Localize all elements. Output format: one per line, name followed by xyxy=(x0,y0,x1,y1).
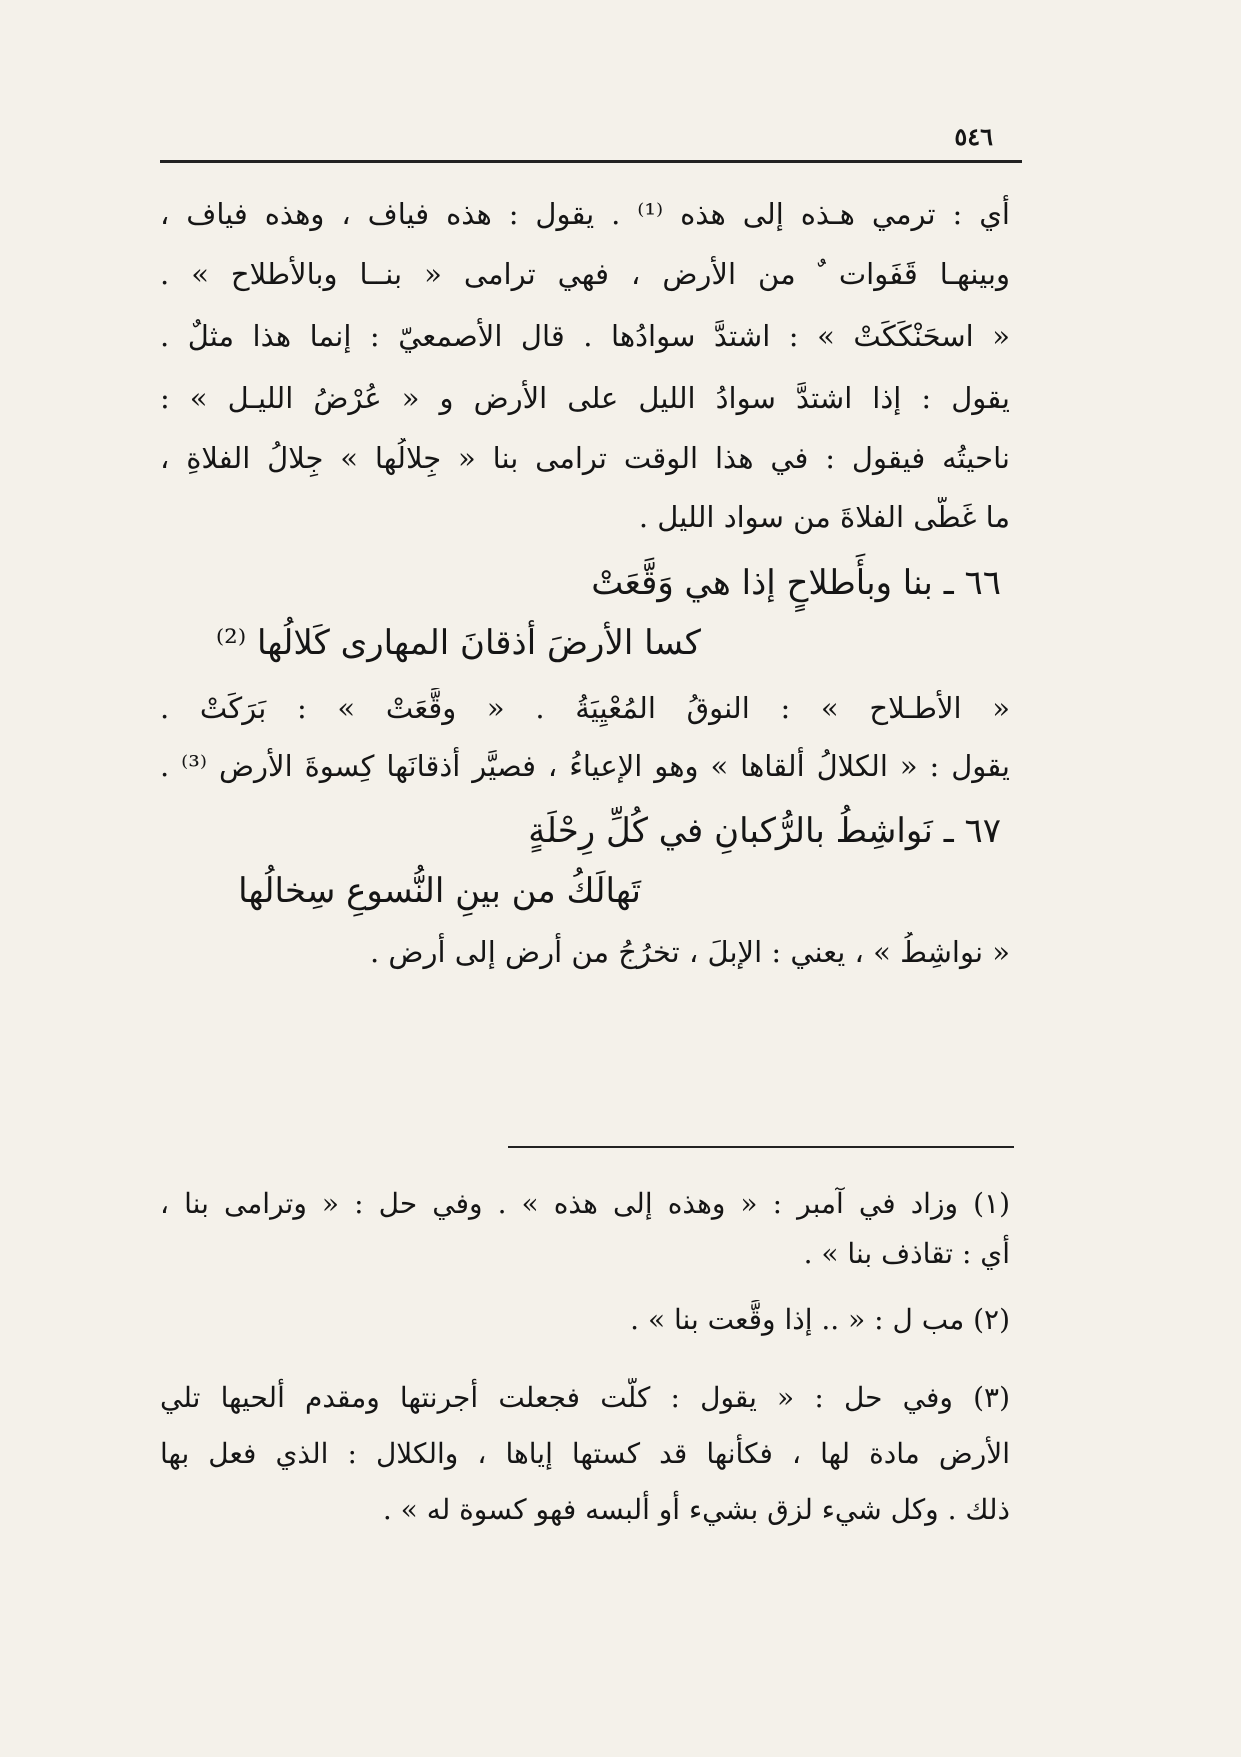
commentary-line: أي : ترمي هـذه إلى هذه ⁽¹⁾ . يقول : هذه فياف ، وهذه فياف ، xyxy=(160,197,1010,231)
verse-66-first-hemistich: ٦٦ ـ بنا وبأَطلاحٍ إذا هي وَقَّعَتْ xyxy=(591,563,1001,603)
footnote-line: (٢) مب ل : « .. إذا وقَّعت بنا » . xyxy=(630,1303,1010,1336)
commentary-line: « اسحَنْكَكَتْ » : اشتدَّ سوادُها . قال الأصمعيّ : إنما هذا مثلٌ . xyxy=(160,319,1010,353)
commentary-line: « نواشِطُ » ، يعني : الإبلَ ، تخرُجُ من أرضٍ إلى أرض . xyxy=(369,935,1010,969)
verse-66-second-hemistich: كسا الأرضَ أذقانَ المهارى كَلالُها ⁽²⁾ xyxy=(215,623,701,663)
verse-67-second-hemistich: تَهالَكُ من بينِ النُّسوعِ سِخالُها xyxy=(238,871,641,911)
footnote-line: (١) وزاد في آمبر : « وهذه إلى هذه » . وفي حل : « وترامى بنا ، xyxy=(160,1187,1010,1220)
commentary-line: ما غَطّى الفلاةَ من سواد الليل . xyxy=(638,500,1010,534)
footnote-line: أي : تقاذف بنا » . xyxy=(803,1237,1010,1270)
verse-67-first-hemistich: ٦٧ ـ نَواشِطُ بالرُّكبانِ في كُلِّ رِحْلَةٍ xyxy=(528,811,1001,851)
commentary-line: وبينهـا قَفَوات ٌ من الأرض ، فهي ترامى « بنــا وبالأطلاح » . xyxy=(160,257,1010,291)
header-rule xyxy=(160,160,1022,163)
page-number: ٥٤٦ xyxy=(954,122,993,151)
commentary-line: « الأطـلاح » : النوقُ المُعْيِيَةُ . « وقَّعَتْ » : بَرَكَتْ . xyxy=(160,691,1010,725)
footnote-line: ذلك . وكل شيء لزق بشيء أو ألبسه فهو كسوة له » . xyxy=(382,1493,1010,1526)
footnote-line: (٣) وفي حل : « يقول : كلّت فجعلت أجرنتها ومقدم ألحيها تلي xyxy=(160,1381,1010,1414)
footnote-rule xyxy=(508,1146,1014,1148)
commentary-line: ناحيتُه فيقول : في هذا الوقت ترامى بنا « جِلالُها » جِلالُ الفلاةِ ، xyxy=(160,441,1010,475)
footnote-line: الأرض مادة لها ، فكأنها قد كستها إياها ، والكلال : الذي فعل بها xyxy=(160,1437,1010,1470)
commentary-line: يقول : « الكلالُ ألقاها » وهو الإعياءُ ، فصيَّر أذقانَها كِسوةَ الأرضِ ⁽³⁾ . xyxy=(160,749,1010,783)
commentary-line: يقول : إذا اشتدَّ سوادُ الليل على الأرض و « عُرْضُ الليـل » : xyxy=(160,381,1010,415)
